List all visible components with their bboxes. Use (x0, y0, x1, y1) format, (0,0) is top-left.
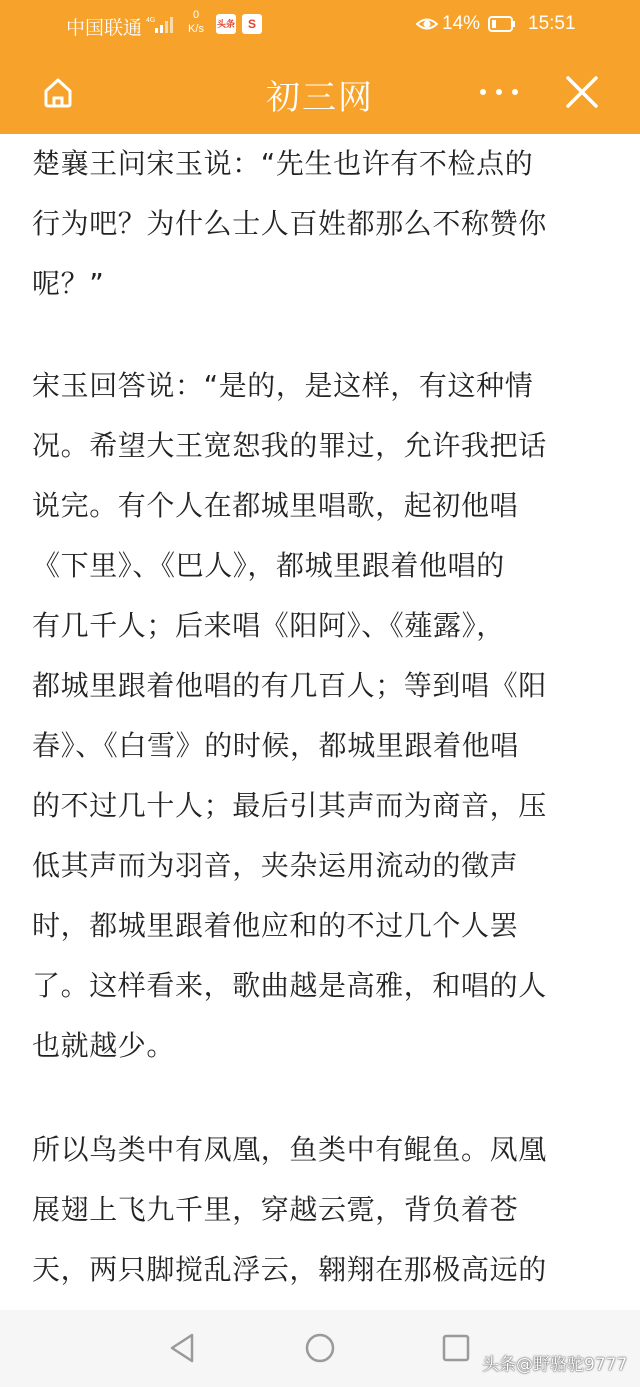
app-header (0, 50, 640, 134)
watermark: 头条@野骆驼9777 (482, 1355, 628, 1375)
carrier-name: 中国联通 (66, 18, 143, 39)
recent-square-icon[interactable] (441, 1333, 471, 1363)
more-dots-icon[interactable] (476, 80, 522, 104)
home-circle-icon[interactable] (304, 1332, 336, 1364)
article-paragraph-1: 楚襄王问宋玉说：“先生也许有不检点的 行为吧？为什么士人百姓都那么不称赞你 呢？” (32, 147, 547, 300)
page-title: 初三网 (266, 78, 374, 118)
clock-time: 15:51 (528, 13, 576, 34)
signal-icon (146, 14, 174, 34)
notification-app-icon: S (242, 14, 262, 34)
system-nav-bar (0, 1310, 640, 1387)
svg-text:4G: 4G (146, 17, 156, 24)
article-paragraph-2: 宋玉回答说：“是的，是这样，有这种情 况。希望大王宽恕我的罪过，允许我把话 说完。有个人在都城里唱歌，起初他唱 《下里》、《巴人》，都城里跟着他唱的 有几千人；后来唱《阳阿》、《薤露》， 都城里跟着他唱的有几百人；等到唱《阳 春》、《白雪》的时候，都城里跟着他唱 的不过几十人；最后引其声而为商音，压 低其声而为羽音，夹杂运用流动的徵声 时，都城里跟着他应和的不过几个人罢 了。这样看来，歌曲越是高雅，和唱的人 也就越少。 (32, 369, 547, 1062)
home-icon[interactable] (38, 72, 78, 112)
network-speed-unit: K/s (188, 23, 204, 35)
battery-percent: 14% (442, 13, 481, 34)
toutiao-app-icon: 头条 (216, 14, 236, 34)
back-triangle-icon[interactable] (168, 1332, 198, 1364)
close-icon[interactable] (562, 72, 602, 112)
eye-comfort-icon (416, 15, 438, 33)
network-speed (184, 8, 208, 36)
article-content[interactable] (0, 134, 640, 1310)
status-bar (0, 0, 640, 50)
network-speed-value: 0 (192, 9, 200, 21)
battery-icon (488, 16, 516, 32)
article-paragraph-3: 所以鸟类中有凤凰，鱼类中有鲲鱼。凤凰 展翅上飞九千里，穿越云霓，背负着苍 天，两只脚搅乱浮云，翱翔在那极高远的 (32, 1133, 547, 1286)
